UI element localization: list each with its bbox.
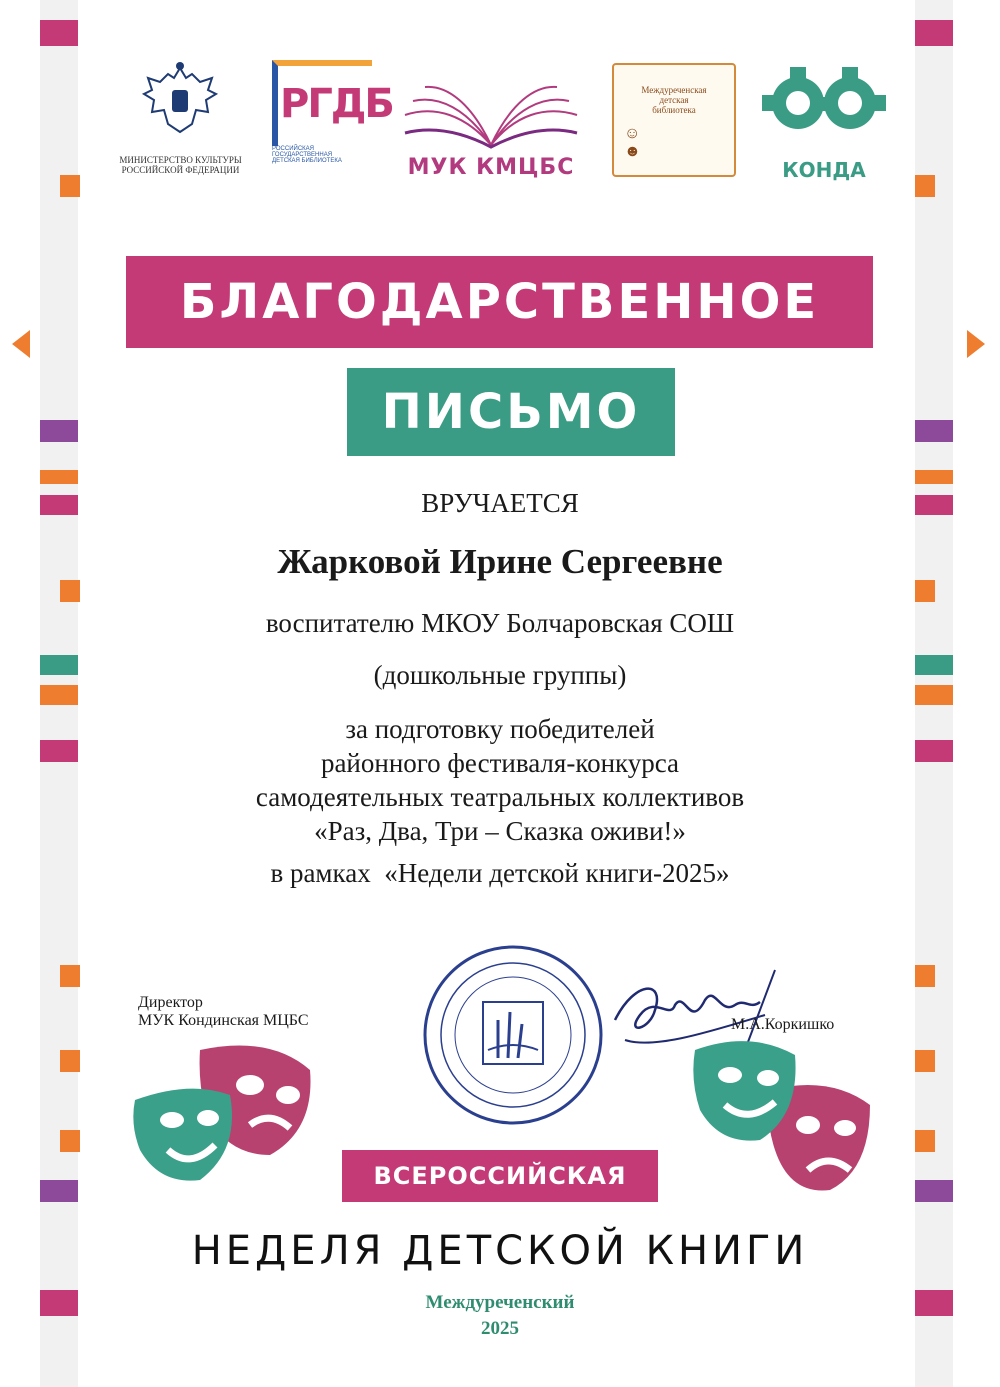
rgdb-line1: РОССИЙСКАЯ ГОСУДАРСТВЕННАЯ	[272, 146, 333, 158]
official-seal	[418, 940, 608, 1130]
konda-emblem-icon	[760, 63, 888, 153]
recipient-name: Жарковой Ирине Сергеевне	[277, 542, 723, 581]
border-stripe	[915, 1050, 935, 1072]
theatre-masks-left	[130, 1040, 350, 1190]
border-stripe	[915, 420, 953, 442]
reason-line: за подготовку победителей	[345, 714, 655, 744]
reason-line: районного фестиваля-конкурса	[320, 748, 680, 778]
title-line2: ПИСЬМО	[381, 384, 641, 440]
library-line1: Междуреченская	[641, 85, 707, 95]
border-stripe	[60, 1050, 80, 1072]
logo-row	[0, 55, 1000, 195]
library-book-frame	[612, 63, 736, 177]
footer-banner	[342, 1150, 658, 1202]
footer-year: 2025	[481, 1318, 519, 1339]
theatre-masks-right	[680, 1030, 880, 1200]
border-stripe	[915, 580, 935, 602]
border-stripe	[40, 470, 78, 484]
footer-title: НЕДЕЛЯ ДЕТСКОЙ КНИГИ	[191, 1228, 809, 1274]
reason-line: в рамках «Недели детской книги-2025»	[270, 858, 730, 888]
title-line1: БЛАГОДАРСТВЕННОЕ	[179, 274, 820, 330]
border-stripe	[60, 580, 80, 602]
library-logo	[612, 63, 740, 183]
reason-line: самодеятельных театральных коллективов	[255, 782, 745, 812]
reason-line: «Раз, Два, Три – Сказка оживи!»	[314, 816, 686, 846]
ministry-line2: РОССИЙСКОЙ ФЕДЕРАЦИИ	[121, 165, 240, 175]
muk-kmcbs-label: МУК КМЦБС	[407, 155, 575, 180]
open-book-icon	[395, 75, 587, 150]
rgdb-logo	[272, 60, 393, 185]
title-banner-line2	[347, 368, 675, 456]
border-stripe	[40, 1180, 78, 1202]
border-stripe	[60, 965, 80, 987]
border-stripe	[40, 420, 78, 442]
recipient-position-note: (дошкольные группы)	[373, 660, 627, 690]
double-eagle-icon	[108, 60, 253, 150]
signer-role-line2: МУК Кондинская МЦБС	[138, 1012, 309, 1029]
footer-city: Междуреченский	[425, 1292, 575, 1313]
border-stripe	[12, 330, 30, 358]
muk-kmcbs-logo	[395, 75, 587, 185]
presented-label: ВРУЧАЕТСЯ	[421, 488, 579, 518]
library-line3: библиотека	[652, 105, 696, 115]
ministry-line1: МИНИСТЕРСТВО КУЛЬТУРЫ	[119, 155, 242, 165]
signer-role	[138, 994, 309, 1030]
footer-banner-label: ВСЕРОССИЙСКАЯ	[373, 1162, 627, 1190]
border-stripe	[915, 1130, 935, 1152]
border-stripe	[915, 965, 935, 987]
title-banner-line1	[126, 256, 873, 348]
smiley-icons: ☺ ☻	[624, 125, 641, 160]
border-stripe	[60, 1130, 80, 1152]
konda-logo	[760, 63, 888, 183]
right-border-decoration	[905, 0, 1000, 1387]
left-border-decoration	[0, 0, 95, 1387]
border-stripe	[915, 1180, 953, 1202]
rgdb-mark: РГДБ	[272, 60, 372, 146]
konda-label: КОНДА	[782, 158, 866, 182]
signer-name: М.А.Коркишко	[731, 1016, 835, 1033]
border-stripe	[915, 470, 953, 484]
border-stripe	[967, 330, 985, 358]
border-stripe	[40, 20, 78, 46]
recipient-position: воспитателю МКОУ Болчаровская СОШ	[265, 608, 735, 638]
rgdb-line2: ДЕТСКАЯ БИБЛИОТЕКА	[272, 158, 342, 164]
border-stripe	[915, 20, 953, 46]
signer-role-line1: Директор	[138, 994, 203, 1011]
library-line2: детская	[659, 95, 689, 105]
ministry-logo	[108, 60, 253, 180]
